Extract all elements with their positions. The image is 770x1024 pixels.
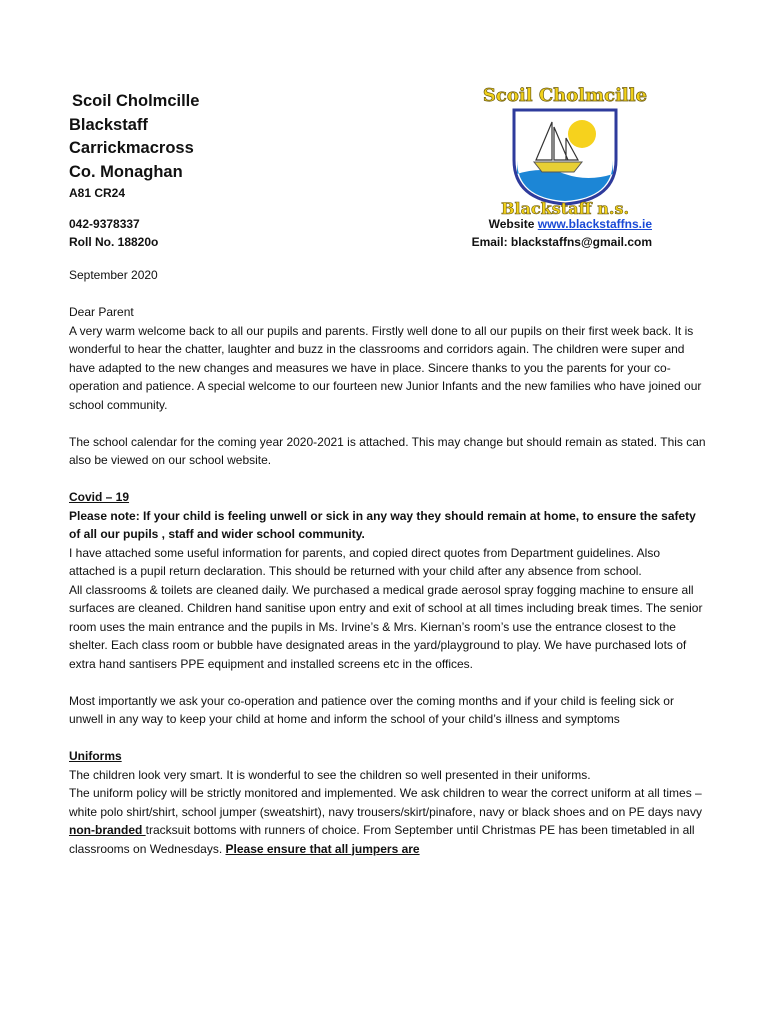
school-name: Scoil Cholmcille [72,92,200,110]
address-line-3: Co. Monaghan [69,162,183,181]
letter-date: September 2020 [69,268,158,282]
calendar-paragraph: The school calendar for the coming year 2020-2021 is attached. This may change but should remain as stated. This can also be viewed on our school website. [69,434,706,467]
logo-bottom-text: Blackstaff n.s. [500,199,630,217]
uniforms-text-jumpers: Please ensure that all jumpers are [225,841,420,856]
uniforms-text-c: tracksuit bottoms with runners of choice. From September until Christmas PE has been timetabled in all classrooms on Wednesdays. [69,823,695,856]
logo-top-text: Scoil Cholmcille [482,85,648,106]
contact-right [472,215,652,251]
covid-paragraph-3: Most importantly we ask your co-operation and patience over the coming months and if your child is feeling sick or unwell in any way to keep your child at home and inform the school of your child’s illness and symptoms [69,693,674,726]
address-line-1: Blackstaff [69,115,148,134]
covid-paragraph-1: I have attached some useful information for parents, and copied direct quotes from Department guidelines. Also attached is a pupil return declaration. This should be returned with your child after any absence from school. [69,545,660,578]
crest-boat-hull [534,162,582,172]
uniforms-paragraph-2 [69,784,709,858]
email-line: Email: blackstaffns@gmail.com [471,235,652,249]
address-line-2: Carrickmacross [69,139,194,157]
website-label: Website [488,217,538,231]
uniforms-text-nonbranded: non-branded [69,823,146,837]
website-link[interactable]: www.blackstaffns.ie [537,217,652,231]
covid-paragraph-2: All classrooms & toilets are cleaned daily. We purchased a medical grade aerosol spray fogging machine to ensure all surfaces are cleaned. Children hand sanitise upon entry and exit of school at all times including break times. The senior room uses the main entrance and the pupils in Ms. Irvine’s & Mrs. Kiernan’s room’s use the entrance closest to the shelter. Each class room or bubble have designated areas in the yard/playground to play. We have purchased lots of extra hand santisers PPE equipment and installed screens etc in the offices. [69,582,703,671]
covid-heading: Covid – 19 [69,490,130,504]
phone-number: 042-9378337 [69,217,140,231]
covid-note: Please note: If your child is feeling unwell or sick in any way they should remain at home, to ensure the safety of all our pupils , staff and wider school community. [69,508,696,541]
school-address [69,90,199,202]
uniforms-text-a: The uniform policy will be strictly monitored and implemented. We ask children to wear the correct uniform at all times –white polo shirt/shirt, school jumper (sweatshirt), navy trousers/skirt/pinafore, navy or black shoes and on PE days navy [69,786,702,819]
school-crest-logo [470,82,660,217]
eircode: A81 CR24 [69,186,126,200]
roll-number: Roll No. 18820o [69,235,159,249]
uniforms-paragraph-1: The children look very smart. It is wonderful to see the children so well presented in their uniforms. [69,767,591,782]
website-line [472,215,652,233]
intro-paragraph: A very warm welcome back to all our pupils and parents. Firstly well done to all our pupils on their first week back. It is wonderful to hear the chatter, laughter and buzz in the classrooms and corridors again. The children were super and have adapted to the new changes and measures we have in place. Sincere thanks to you the parents for your co-operation and patience. A special welcome to our fourteen new Junior Infants and the new families who have joined our school community. [69,323,702,412]
greeting: Dear Parent [69,305,134,319]
contact-left [69,215,158,251]
uniforms-heading: Uniforms [69,749,122,763]
letter-body [69,266,709,858]
crest-sun [568,120,596,148]
